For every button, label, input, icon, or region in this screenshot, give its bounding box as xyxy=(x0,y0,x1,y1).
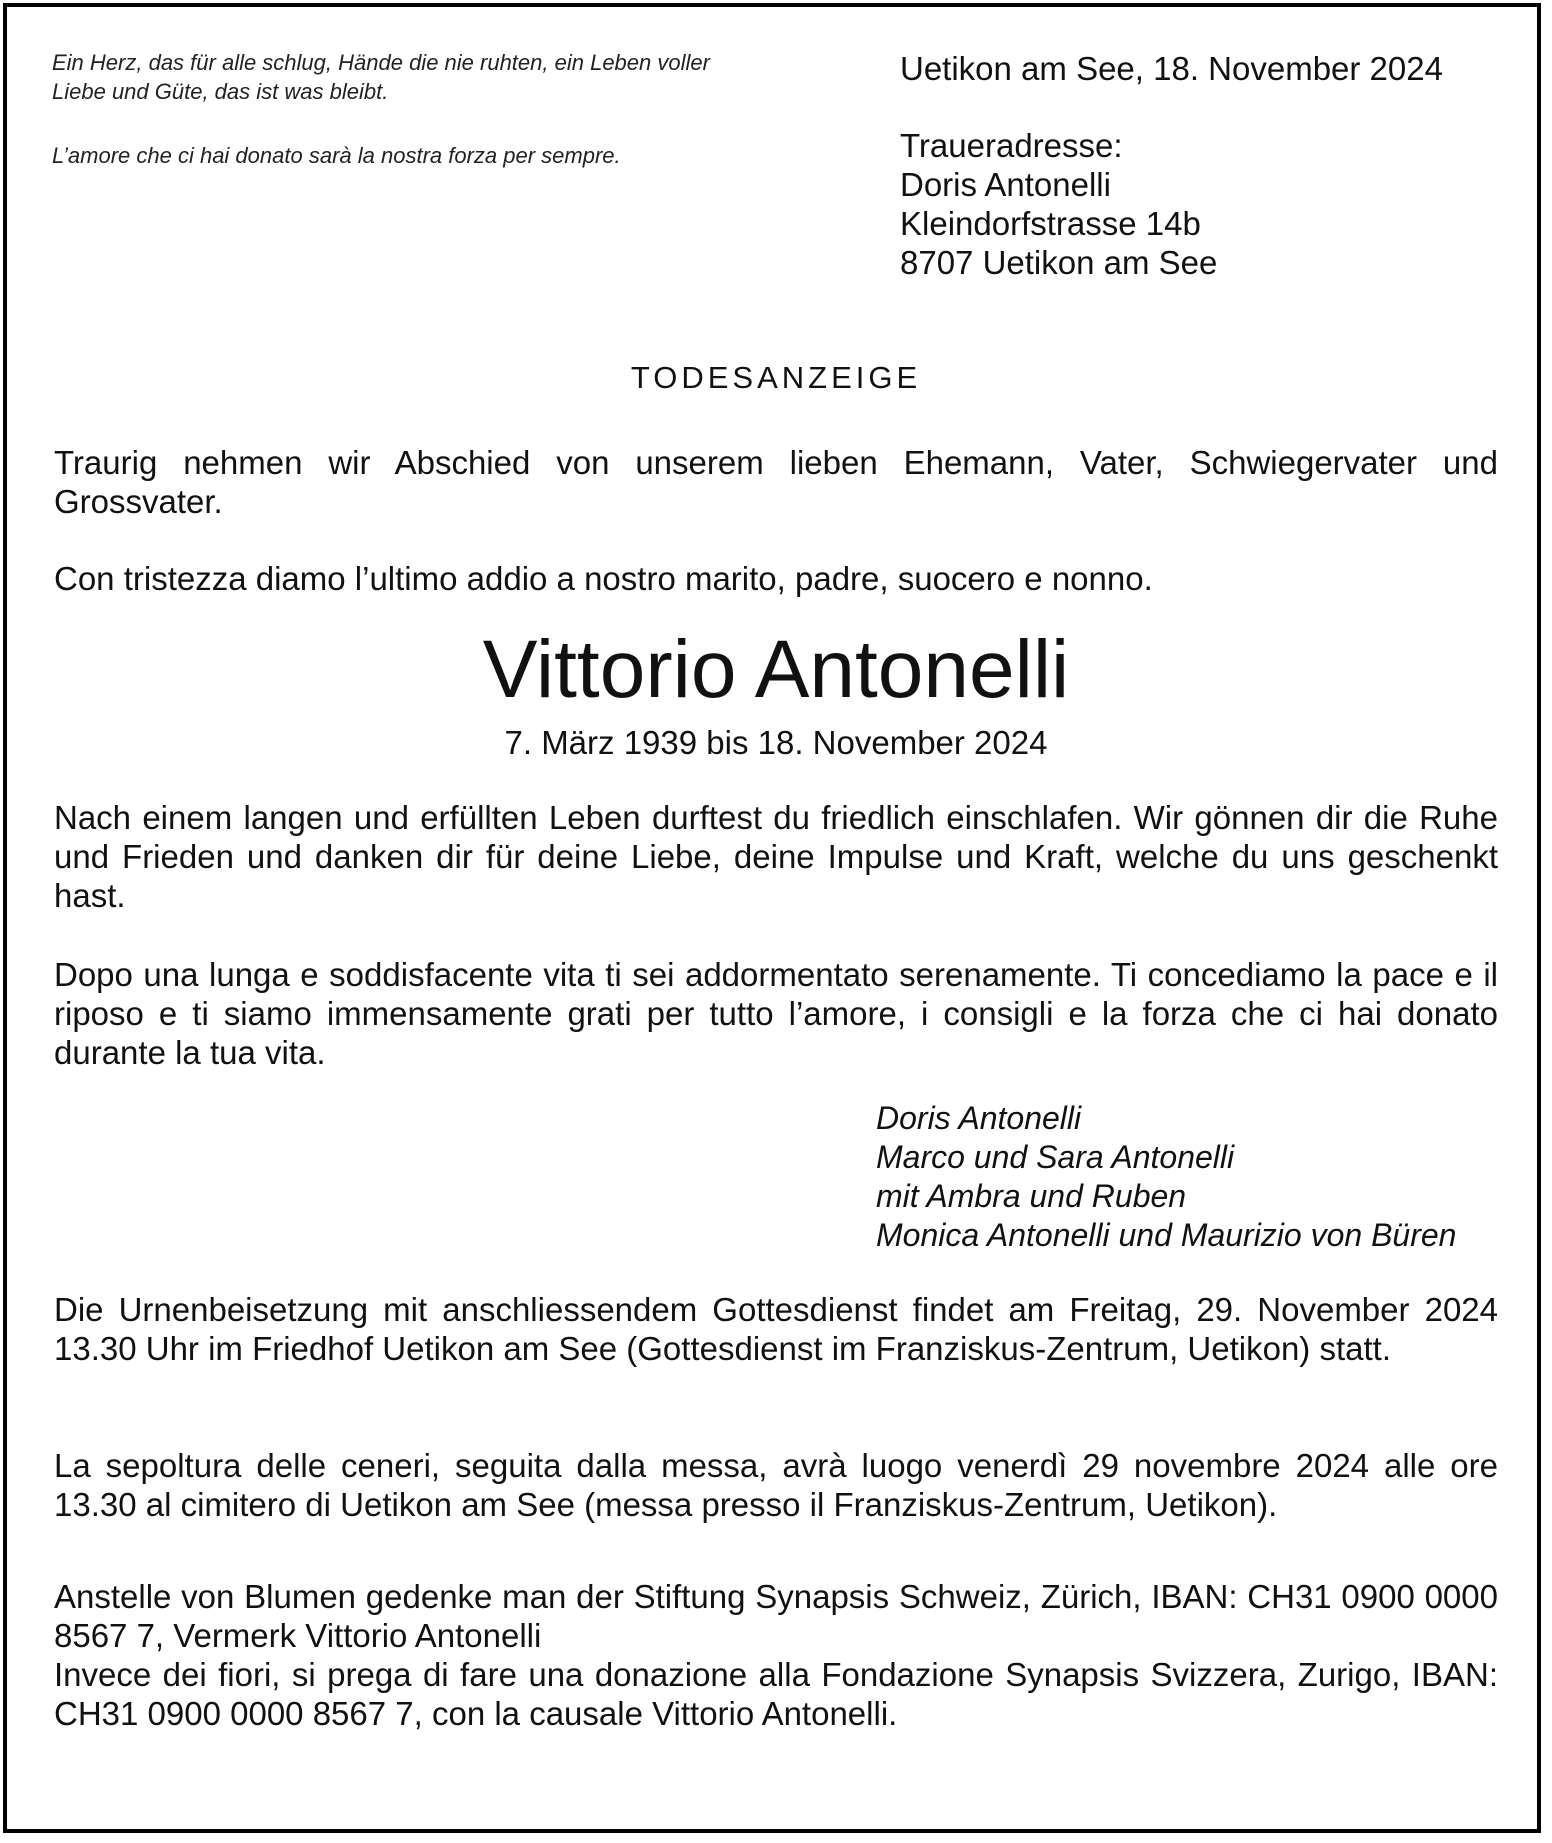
ceremony-german xyxy=(54,1290,1498,1368)
address-street: Kleindorfstrasse 14b xyxy=(900,205,1201,242)
mourning-address xyxy=(900,126,1500,282)
address-name: Doris Antonelli xyxy=(900,166,1111,203)
motto-block xyxy=(52,48,734,170)
life-dates: 7. März 1939 bis 18. November 2024 xyxy=(504,724,1048,761)
message-german-text: Nach einem langen und erfüllten Leben durftest du friedlich einschlafen. Wir gönnen dir die Ruhe und Frieden und danken dir für deine Liebe, deine Impulse und Kraft, welche du uns geschenkt hast. xyxy=(54,799,1498,914)
ceremony-italian-text: La sepoltura delle ceneri, seguita dalla messa, avrà luogo venerdì 29 novembre 2024 alle ore 13.30 al cimitero di Uetikon am See (messa presso il Franziskus-Zentrum, Uetikon). xyxy=(54,1447,1498,1523)
signer: Monica Antonelli und Maurizio von Büren xyxy=(876,1217,1457,1253)
dateline: Uetikon am See, 18. November 2024 xyxy=(900,50,1443,87)
signers-list xyxy=(876,1099,1456,1255)
message-german xyxy=(54,798,1498,915)
motto-german: Ein Herz, das für alle schlug, Hände die nie ruhten, ein Leben voller Liebe und Güte, das ist was bleibt. xyxy=(52,50,710,104)
signer: Doris Antonelli xyxy=(876,1100,1082,1136)
motto-italian: L’amore che ci hai donato sarà la nostra forza per sempre. xyxy=(52,143,621,168)
notice-heading: TODESANZEIGE xyxy=(630,360,922,395)
donation-german-text: Anstelle von Blumen gedenke man der Stiftung Synapsis Schweiz, Zürich, IBAN: CH31 0900 0000 8567 7, Vermerk Vittorio Antonelli xyxy=(54,1578,1498,1654)
intro-italian xyxy=(54,559,1498,598)
deceased-name: Vittorio Antonelli xyxy=(482,624,1070,715)
ceremony-german-text: Die Urnenbeisetzung mit anschliessendem Gottesdienst findet am Freitag, 29. November 2024 13.30 Uhr im Friedhof Uetikon am See (Gottesdienst im Franziskus-Zentrum, Uetikon) statt. xyxy=(54,1291,1498,1367)
donation-italian-text: Invece dei fiori, si prega di fare una donazione alla Fondazione Synapsis Svizzera, Zurigo, IBAN: CH31 0900 0000 8567 7, con la causale Vittorio Antonelli. xyxy=(54,1656,1498,1732)
address-city: 8707 Uetikon am See xyxy=(900,244,1218,281)
donation-italian xyxy=(54,1655,1498,1733)
signer: Marco und Sara Antonelli xyxy=(876,1139,1235,1175)
intro-italian-text: Con tristezza diamo l’ultimo addio a nostro marito, padre, suocero e nonno. xyxy=(54,560,1153,597)
ceremony-italian xyxy=(54,1446,1498,1524)
message-italian xyxy=(54,955,1498,1072)
signer: mit Ambra und Ruben xyxy=(876,1178,1187,1214)
intro-german-text: Traurig nehmen wir Abschied von unserem lieben Ehemann, Vater, Schwiegervater und Grossvater. xyxy=(54,444,1498,520)
intro-german xyxy=(54,443,1498,521)
donation-german xyxy=(54,1577,1498,1655)
message-italian-text: Dopo una lunga e soddisfacente vita ti sei addormentato serenamente. Ti concediamo la pace e il riposo e ti siamo immensamente grati per tutto l’amore, i consigli e la forza che ci hai donato durante la tua vita. xyxy=(54,956,1498,1071)
address-label: Traueradresse: xyxy=(900,127,1123,164)
